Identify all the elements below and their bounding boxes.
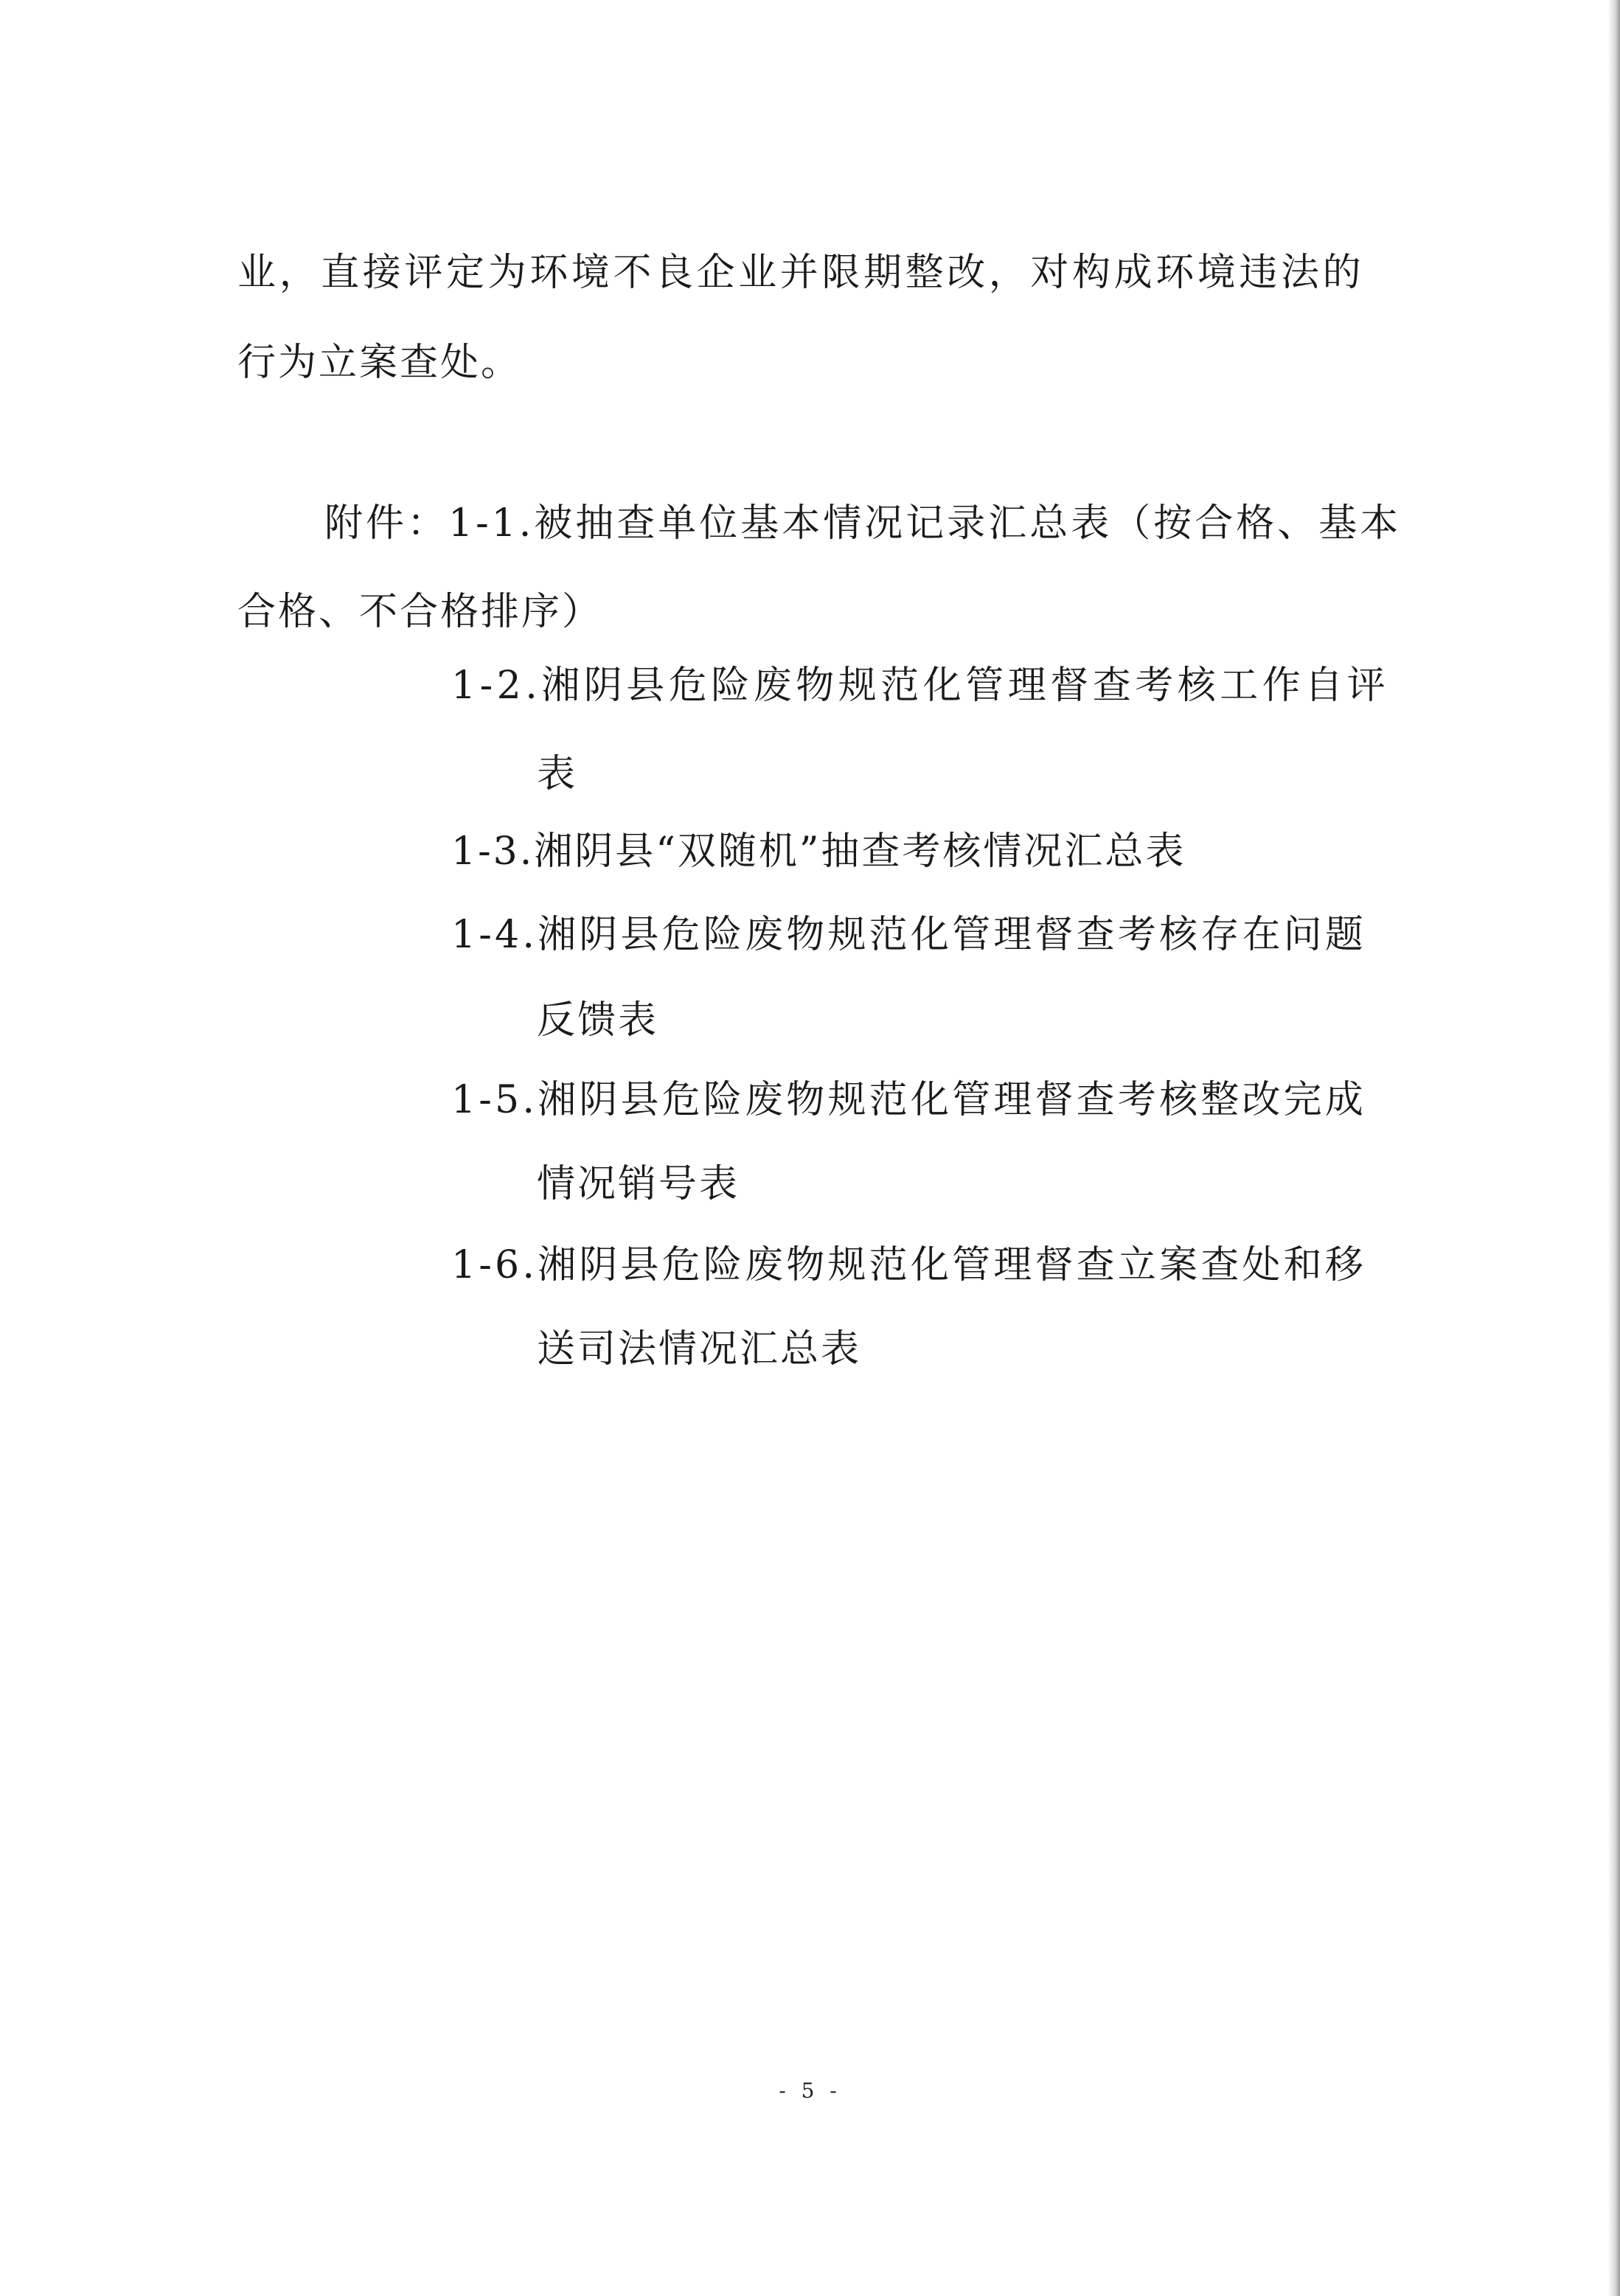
- scan-page-edge: [1608, 0, 1620, 2296]
- page-number: - 5 -: [779, 2078, 841, 2103]
- attachment-item-1-6-continued: 送司法情况汇总表: [537, 1327, 862, 1371]
- attachment-item-1-2: 1-2.湘阴县危险废物规范化管理督查考核工作自评: [451, 664, 1390, 708]
- attachment-item-1-4: 1-4.湘阴县危险废物规范化管理督查考核存在问题: [451, 913, 1367, 957]
- paragraph-line: 业，直接评定为环境不良企业并限期整改，对构成环境违法的: [237, 251, 1365, 295]
- paragraph-line: 行为立案查处。: [237, 341, 522, 385]
- attachment-item-1-2-continued: 表: [537, 752, 578, 796]
- attachment-item-1-1-continued: 合格、不合格排序）: [237, 590, 603, 634]
- attachment-item-1-3: 1-3.湘阴县“双随机”抽查考核情况汇总表: [451, 829, 1186, 874]
- attachment-item-1-6: 1-6.湘阴县危险废物规范化管理督查立案查处和移: [451, 1243, 1367, 1287]
- attachment-item-1-4-continued: 反馈表: [537, 998, 659, 1043]
- attachment-item-1-1: 附件：1-1.被抽查单位基本情况记录汇总表（按合格、基本: [324, 501, 1402, 546]
- attachment-item-1-5: 1-5.湘阴县危险废物规范化管理督查考核整改完成: [451, 1078, 1367, 1122]
- attachment-item-1-5-continued: 情况销号表: [537, 1162, 740, 1206]
